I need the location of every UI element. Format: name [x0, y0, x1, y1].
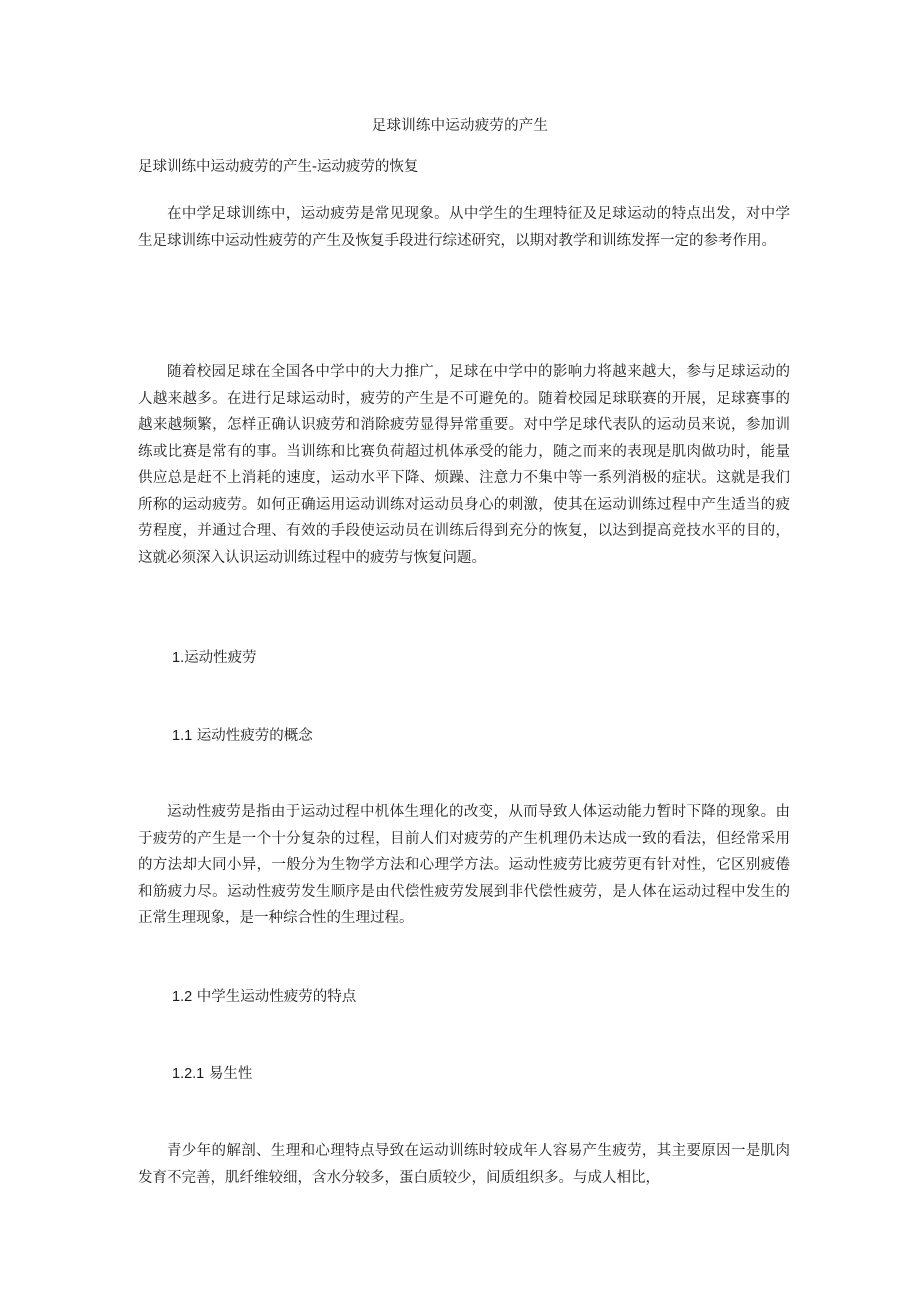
section-heading-1-2 — [172, 987, 356, 1007]
document-subtitle: 足球训练中运动疲劳的产生-运动疲劳的恢复 — [138, 159, 419, 175]
section-title: 易生性 — [208, 1066, 253, 1082]
section-heading-1 — [172, 648, 257, 668]
section-heading-1-2-1 — [172, 1064, 252, 1084]
characteristics-paragraph: 青少年的解剖、生理和心理特点导致在运动训练时较成年人容易产生疲劳，其主要原因一是肌肉发育不完善，肌纤维较细，含水分较多，蛋白质较少，间质组织多。与成人相比， — [138, 1143, 790, 1186]
section-number: 1.2.1 — [172, 1066, 205, 1082]
section-title: 中学生运动性疲劳的特点 — [196, 989, 357, 1005]
section-title: 运动性疲劳 — [184, 650, 257, 666]
section-number: 1.1 — [172, 728, 193, 744]
section-number: 1.2 — [172, 989, 193, 1005]
document-title: 足球训练中运动疲劳的产生 — [371, 118, 549, 134]
concept-paragraph: 运动性疲劳是指由于运动过程中机体生理化的改变，从而导致人体运动能力暂时下降的现象。由于疲劳的产生是一个十分复杂的过程，目前人们对疲劳的产生机理仍未达成一致的看法，但经常采用的方法却大同小异，一般分为生物学方法和心理学方法。运动性疲劳比疲劳更有针对性，它区别疲倦和筋疲力尽。运动性疲劳发生顺序是由代偿性疲劳发展到非代偿性疲劳，是人体在运动过程中发生的正常生理现象，是一种综合性的生理过程。 — [138, 804, 790, 926]
abstract-paragraph: 在中学足球训练中，运动疲劳是常见现象。从中学生的生理特征及足球运动的特点出发，对中学生足球训练中运动性疲劳的产生及恢复手段进行综述研究，以期对教学和训练发挥一定的参考作用。 — [138, 206, 790, 249]
intro-paragraph: 随着校园足球在全国各中学中的大力推广，足球在中学中的影响力将越来越大，参与足球运动的人越来越多。在进行足球运动时，疲劳的产生是不可避免的。随着校园足球联赛的开展，足球赛事的越来越频繁，怎样正确认识疲劳和消除疲劳显得异常重要。对中学足球代表队的运动员来说，参加训练或比赛是常有的事。当训练和比赛负荷超过机体承受的能力，随之而来的表现是肌肉做功时，能量供应总是赶不上消耗的速度，运动水平下降、烦躁、注意力不集中等一系列消极的症状。这就是我们所称的运动疲劳。如何正确运用运动训练对运动员身心的刺激，使其在运动训练过程中产生适当的疲劳程度，并通过合理、有效的手段使运动员在训练后得到充分的恢复，以达到提高竞技水平的目的，这就必须深入认识运动训练过程中的疲劳与恢复问题。 — [138, 364, 790, 566]
section-title: 运动性疲劳的概念 — [196, 728, 313, 744]
section-number: 1. — [172, 650, 185, 666]
section-heading-1-1 — [172, 726, 313, 746]
